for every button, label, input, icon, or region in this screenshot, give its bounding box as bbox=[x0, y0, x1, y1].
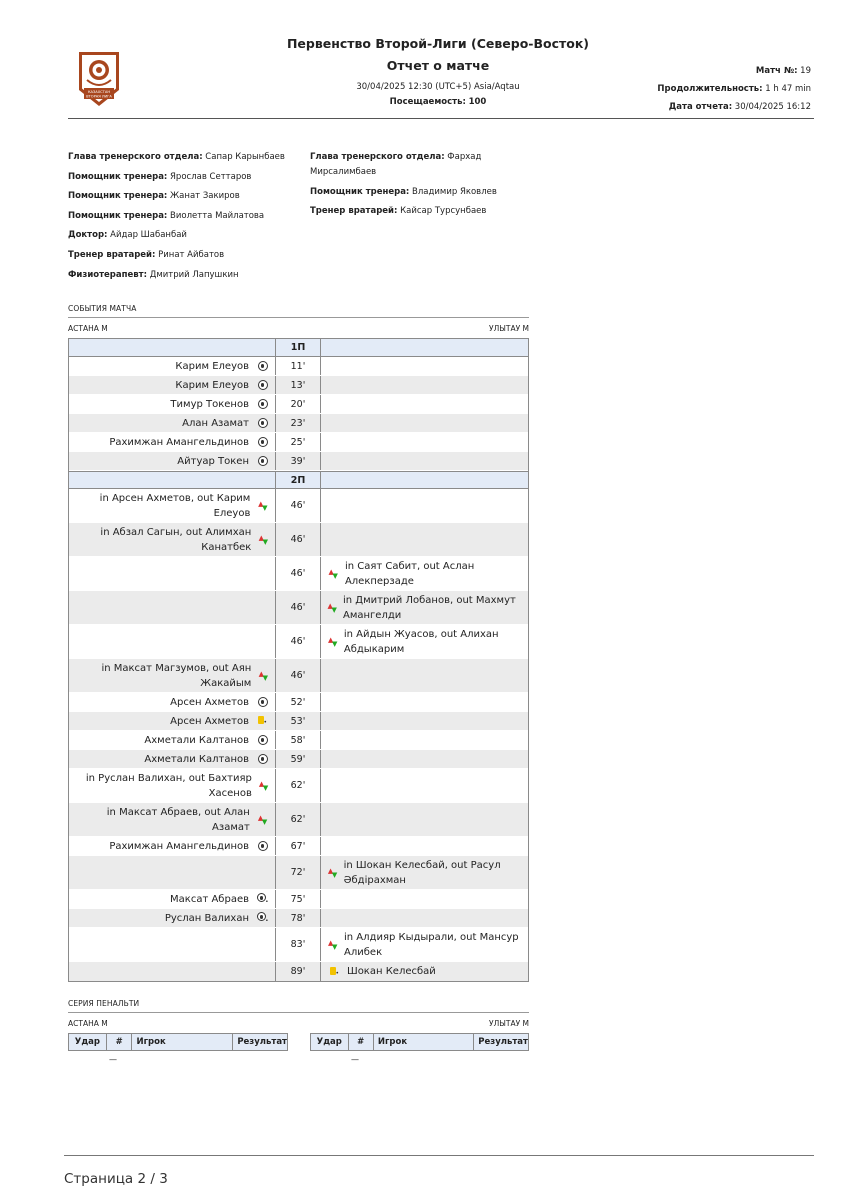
event-minute: 39' bbox=[275, 452, 321, 470]
event-icon-cell bbox=[257, 780, 271, 792]
event-row bbox=[69, 414, 528, 433]
staff-name: Виолетта Майлатова bbox=[170, 210, 265, 221]
own-goal-icon: • bbox=[257, 893, 269, 905]
goal-icon bbox=[258, 380, 268, 390]
col-result: Результат bbox=[474, 1034, 529, 1051]
event-description: in Руслан Валихан, out Бахтияр Хасенов bbox=[85, 772, 252, 799]
event-icon-cell bbox=[254, 735, 271, 745]
col-number: # bbox=[106, 1034, 132, 1051]
match-duration: Продолжительность: 1 h 47 min bbox=[657, 84, 811, 94]
report-subtitle: Отчет о матче bbox=[386, 58, 490, 73]
goal-icon bbox=[258, 361, 268, 371]
event-row bbox=[69, 731, 528, 750]
event-minute: 46' bbox=[275, 489, 321, 522]
event-description: in Максат Абраев, out Алан Азамат bbox=[106, 806, 250, 833]
event-description: Карим Елеуов bbox=[175, 360, 249, 372]
home-staff-list bbox=[68, 150, 303, 287]
period-header-row bbox=[69, 471, 528, 489]
event-minute: 11' bbox=[275, 357, 321, 375]
penalty-home-empty: — bbox=[109, 1055, 117, 1064]
attendance-value: 100 bbox=[468, 97, 487, 107]
staff-role: Физиотерапевт: bbox=[68, 269, 147, 280]
event-icon-cell bbox=[326, 568, 341, 580]
substitution-icon: ▲ ▼ bbox=[258, 669, 269, 682]
event-minute: 59' bbox=[275, 750, 321, 768]
event-row bbox=[69, 659, 528, 693]
event-description: Ахметали Калтанов bbox=[144, 753, 249, 765]
period-label: 2П bbox=[275, 472, 321, 488]
event-row bbox=[69, 909, 528, 928]
match-events-table bbox=[68, 338, 529, 982]
staff-row bbox=[68, 170, 303, 185]
goal-icon bbox=[258, 437, 268, 447]
event-minute: 52' bbox=[275, 693, 321, 711]
col-player: Игрок bbox=[373, 1034, 473, 1051]
goal-icon bbox=[258, 456, 268, 466]
substitution-icon: ▲ ▼ bbox=[327, 601, 337, 614]
event-description: Шокан Келесбай bbox=[347, 966, 436, 977]
match-meta bbox=[657, 62, 811, 116]
event-minute: 20' bbox=[275, 395, 321, 413]
events-section-title: СОБЫТИЯ МАТЧА bbox=[68, 304, 137, 313]
col-shot: Удар bbox=[311, 1034, 349, 1051]
event-description: Максат Абраев bbox=[170, 893, 249, 905]
event-row bbox=[69, 523, 528, 557]
event-minute: 13' bbox=[275, 376, 321, 394]
event-description: in Абзал Сагын, out Алимхан Канатбек bbox=[100, 526, 252, 553]
event-row bbox=[69, 557, 528, 591]
period-header-row bbox=[69, 339, 528, 357]
event-minute: 62' bbox=[275, 803, 321, 836]
event-description: Руслан Валихан bbox=[164, 912, 249, 924]
substitution-icon: ▲ ▼ bbox=[258, 499, 268, 512]
substitution-icon: ▲ ▼ bbox=[257, 813, 268, 826]
staff-row bbox=[68, 150, 303, 165]
event-description: Рахимжан Амангельдинов bbox=[109, 840, 249, 852]
event-icon-cell bbox=[254, 893, 271, 905]
report-date: Дата отчета: 30/04/2025 16:12 bbox=[668, 102, 811, 112]
penalty-section-title: СЕРИЯ ПЕНАЛЬТИ bbox=[68, 999, 140, 1008]
staff-name: Ярослав Сеттаров bbox=[170, 171, 252, 182]
event-icon-cell bbox=[254, 912, 271, 924]
event-description: Рахимжан Амангельдинов bbox=[109, 436, 249, 448]
staff-name: Кайсар Турсунбаев bbox=[400, 206, 487, 217]
event-row bbox=[69, 803, 528, 837]
event-description: Арсен Ахметов bbox=[170, 696, 249, 708]
page-number: Страница 2 / 3 bbox=[64, 1171, 168, 1187]
staff-role: Тренер вратарей: bbox=[310, 206, 398, 217]
event-icon-cell bbox=[254, 715, 271, 727]
events-home-team: АСТАНА М bbox=[68, 324, 108, 333]
event-description: in Максат Магзумов, out Аян Жакайым bbox=[101, 662, 252, 689]
yellow-card-icon: • bbox=[329, 966, 341, 978]
staff-role: Глава тренерского отдела: bbox=[310, 152, 445, 162]
col-player: Игрок bbox=[132, 1034, 233, 1051]
event-icon-cell bbox=[326, 602, 339, 614]
staff-row bbox=[68, 189, 303, 204]
event-minute: 75' bbox=[275, 890, 321, 908]
goal-icon bbox=[258, 841, 268, 851]
event-minute: 83' bbox=[275, 928, 321, 961]
match-datetime: 30/04/2025 12:30 (UTC+5) Asia/Aqtau bbox=[356, 82, 520, 92]
event-description: in Айдын Жуасов, out Алихан Абдыкарим bbox=[343, 628, 499, 655]
event-row bbox=[69, 750, 528, 769]
event-minute: 58' bbox=[275, 731, 321, 749]
event-minute: 72' bbox=[275, 856, 321, 889]
event-row bbox=[69, 962, 528, 981]
event-row bbox=[69, 693, 528, 712]
event-row bbox=[69, 625, 528, 659]
event-minute: 46' bbox=[275, 591, 321, 624]
period-label: 1П bbox=[275, 339, 321, 356]
event-description: Ахметали Калтанов bbox=[144, 734, 249, 746]
goal-icon bbox=[258, 697, 268, 707]
event-minute: 25' bbox=[275, 433, 321, 451]
event-icon-cell bbox=[254, 399, 271, 409]
event-icon-cell bbox=[254, 841, 271, 851]
event-row bbox=[69, 837, 528, 856]
events-section-divider bbox=[68, 317, 529, 318]
staff-row bbox=[68, 268, 303, 283]
penalty-table-away bbox=[310, 1033, 529, 1051]
header-divider bbox=[68, 118, 814, 119]
substitution-icon: ▲ ▼ bbox=[328, 567, 338, 580]
event-icon-cell bbox=[256, 670, 271, 682]
penalty-table-home bbox=[68, 1033, 288, 1051]
event-row bbox=[69, 376, 528, 395]
event-description: in Шокан Келесбай, out Расул Әбдірахман bbox=[343, 859, 501, 886]
substitution-icon: ▲ ▼ bbox=[328, 938, 338, 951]
staff-role: Помощник тренера: bbox=[68, 171, 168, 182]
event-row bbox=[69, 928, 528, 962]
attendance-label: Посещаемость: bbox=[389, 97, 466, 107]
staff-name: Владимир Яковлев bbox=[412, 186, 497, 197]
staff-row bbox=[310, 150, 520, 180]
event-icon-cell bbox=[254, 437, 271, 447]
substitution-icon: ▲ ▼ bbox=[258, 533, 269, 546]
event-icon-cell bbox=[254, 754, 271, 764]
event-row bbox=[69, 395, 528, 414]
staff-name: Айдар Шабанбай bbox=[110, 230, 187, 241]
event-row bbox=[69, 433, 528, 452]
penalty-home-team: АСТАНА М bbox=[68, 1019, 108, 1028]
staff-name: Сапар Карынбаев bbox=[205, 152, 285, 162]
event-description: in Саят Сабит, out Аслан Алекперзаде bbox=[344, 560, 475, 587]
goal-icon bbox=[258, 399, 268, 409]
svg-text:КАЗАХСТАН: КАЗАХСТАН bbox=[87, 90, 111, 94]
col-shot: Удар bbox=[69, 1034, 107, 1051]
footer-divider bbox=[64, 1155, 814, 1156]
penalty-section-divider bbox=[68, 1012, 529, 1013]
goal-icon bbox=[258, 754, 268, 764]
event-description: Тимур Токенов bbox=[170, 398, 249, 410]
own-goal-icon: • bbox=[257, 912, 269, 924]
event-row bbox=[69, 489, 528, 523]
event-minute: 89' bbox=[275, 962, 321, 981]
staff-name: Ринат Айбатов bbox=[158, 249, 225, 260]
staff-row bbox=[68, 248, 303, 263]
event-icon-cell bbox=[326, 939, 340, 951]
competition-title: Первенство Второй-Лиги (Северо-Восток) bbox=[286, 36, 590, 51]
event-icon-cell bbox=[254, 697, 271, 707]
away-staff-list bbox=[310, 150, 520, 224]
substitution-icon: ▲ ▼ bbox=[327, 635, 338, 648]
staff-name: Жанат Закиров bbox=[170, 191, 240, 202]
event-row bbox=[69, 856, 528, 890]
staff-role: Помощник тренера: bbox=[310, 186, 410, 197]
event-minute: 53' bbox=[275, 712, 321, 730]
event-minute: 78' bbox=[275, 909, 321, 927]
event-description: Арсен Ахметов bbox=[170, 715, 249, 727]
events-away-team: УЛЫТАУ М bbox=[489, 324, 529, 333]
staff-role: Глава тренерского отдела: bbox=[68, 152, 203, 162]
event-icon-cell bbox=[254, 380, 271, 390]
event-row bbox=[69, 591, 528, 625]
league-logo bbox=[75, 50, 123, 108]
event-minute: 67' bbox=[275, 837, 321, 855]
substitution-icon: ▲ ▼ bbox=[327, 866, 338, 879]
col-number: # bbox=[348, 1034, 373, 1051]
staff-role: Помощник тренера: bbox=[68, 191, 168, 202]
event-row bbox=[69, 769, 528, 803]
event-icon-cell bbox=[254, 361, 271, 371]
staff-row bbox=[68, 228, 303, 243]
event-icon-cell bbox=[255, 814, 271, 826]
penalty-away-team: УЛЫТАУ М bbox=[489, 1019, 529, 1028]
attendance bbox=[230, 97, 646, 108]
event-row bbox=[69, 712, 528, 731]
event-minute: 23' bbox=[275, 414, 321, 432]
staff-name: Дмитрий Лапушкин bbox=[149, 269, 239, 280]
staff-name: Фархад Мирсалимбаев bbox=[310, 152, 482, 177]
staff-row bbox=[310, 204, 520, 219]
svg-text:ВТОРАЯ ЛИГА: ВТОРАЯ ЛИГА bbox=[86, 94, 112, 99]
event-icon-cell bbox=[256, 534, 271, 546]
staff-role: Доктор: bbox=[68, 230, 108, 241]
event-description: Алан Азамат bbox=[182, 417, 249, 429]
event-icon-cell bbox=[255, 500, 271, 512]
event-row bbox=[69, 452, 528, 471]
event-minute: 46' bbox=[275, 659, 321, 692]
staff-row bbox=[310, 185, 520, 200]
event-row bbox=[69, 357, 528, 376]
event-icon-cell bbox=[254, 418, 271, 428]
event-minute: 46' bbox=[275, 557, 321, 590]
goal-icon bbox=[258, 735, 268, 745]
goal-icon bbox=[258, 418, 268, 428]
event-row bbox=[69, 890, 528, 909]
event-icon-cell bbox=[326, 636, 340, 648]
staff-role: Помощник тренера: bbox=[68, 210, 168, 221]
staff-row bbox=[68, 209, 303, 224]
penalty-away-empty: — bbox=[351, 1055, 359, 1064]
col-result: Результат bbox=[233, 1034, 288, 1051]
event-minute: 62' bbox=[275, 769, 321, 802]
match-number: Матч №: 19 bbox=[755, 66, 811, 76]
event-description: in Алдияр Кыдырали, out Мансур Алибек bbox=[344, 931, 519, 958]
event-minute: 46' bbox=[275, 523, 321, 556]
event-description: in Дмитрий Лобанов, out Махмут Амангелди bbox=[342, 594, 516, 621]
event-icon-cell bbox=[254, 456, 271, 466]
event-icon-cell bbox=[326, 966, 343, 978]
yellow-card-icon: • bbox=[257, 715, 269, 727]
event-minute: 46' bbox=[275, 625, 321, 658]
substitution-icon: ▲ ▼ bbox=[258, 779, 269, 792]
event-description: Айтуар Токен bbox=[177, 455, 249, 467]
event-icon-cell bbox=[326, 867, 340, 879]
event-description: Карим Елеуов bbox=[175, 379, 249, 391]
report-header bbox=[230, 36, 646, 108]
event-description: in Арсен Ахметов, out Карим Елеуов bbox=[99, 492, 251, 519]
staff-role: Тренер вратарей: bbox=[68, 249, 156, 260]
